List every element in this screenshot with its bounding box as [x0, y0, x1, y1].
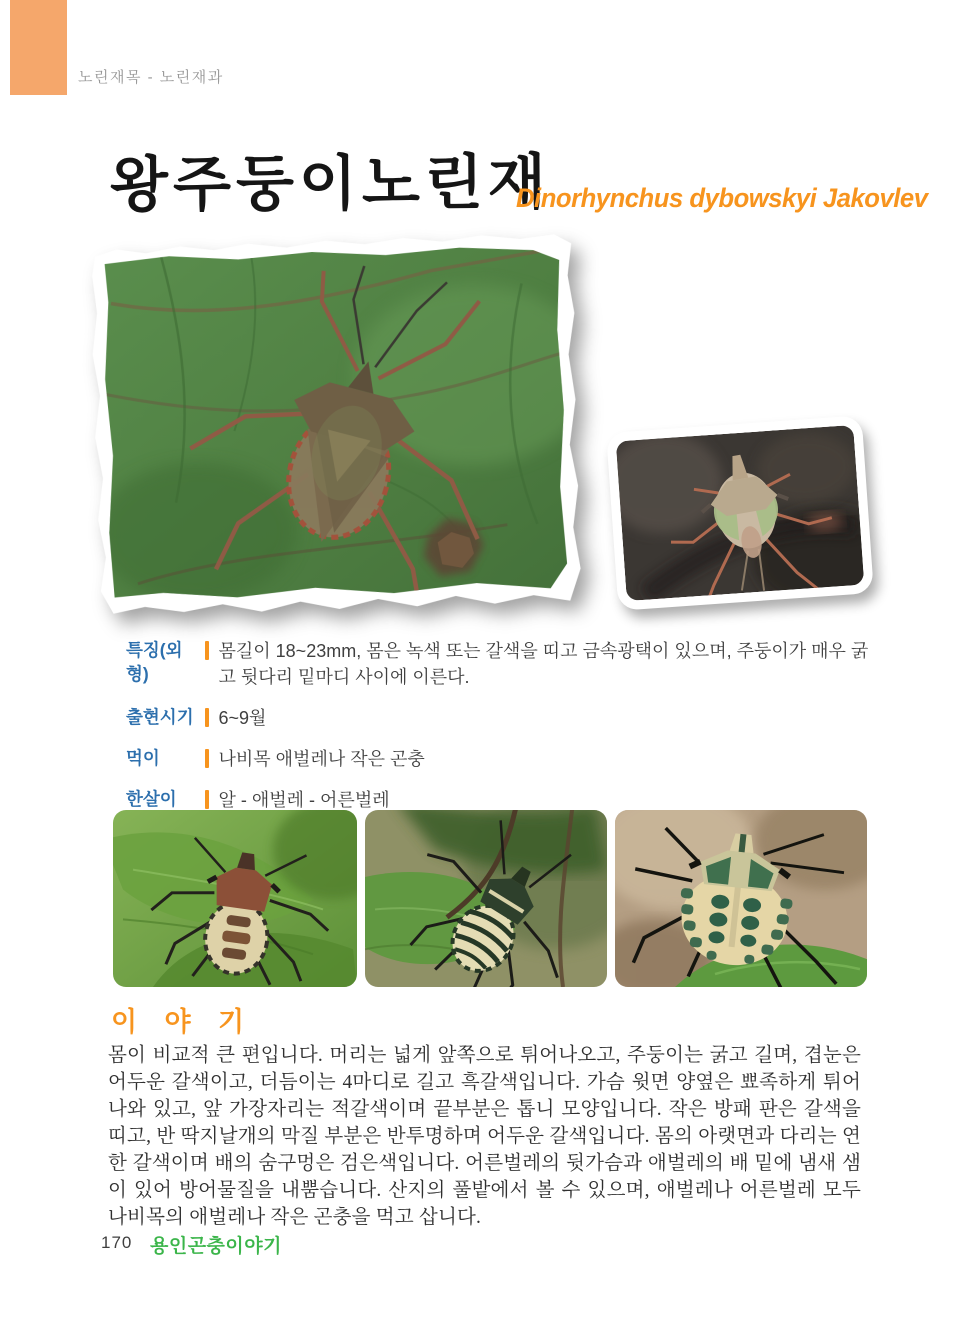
species-info-list [126, 638, 878, 828]
adult-bug-on-leaf-illustration [100, 242, 569, 602]
info-label: 출현시기 [126, 707, 194, 727]
nymph-photo-3 [615, 810, 867, 987]
info-label: 한살이 [126, 789, 177, 809]
main-photo-paper [87, 230, 582, 618]
species-title-korean: 왕주둥이노린재 [109, 147, 552, 221]
info-row-season [126, 705, 878, 731]
page-number: 170 [101, 1233, 133, 1252]
main-photo-frame [87, 230, 582, 618]
info-label: 먹이 [126, 748, 160, 768]
nymph-photo-2 [365, 810, 607, 987]
page-corner-square [10, 0, 67, 95]
info-value: 몸길이 18~23mm, 몸은 녹색 또는 갈색을 띠고 금속광택이 있으며, 주둥이가 매우 굵고 뒷다리 밑마디 사이에 이른다. [218, 641, 869, 687]
info-value: 나비목 애벌레나 작은 곤충 [218, 749, 425, 769]
side-photo [616, 425, 865, 601]
info-value: 6~9월 [218, 708, 267, 728]
large-nymph-illustration [615, 810, 867, 987]
species-title-scientific: Dinorhynchus dybowskyi Jakovlev [516, 183, 928, 213]
book-logo: 용인곤충이야기 [150, 1235, 282, 1257]
separator-bar [205, 641, 209, 660]
striped-nymph-illustration [365, 810, 607, 987]
side-photo-frame [606, 415, 874, 610]
info-value: 알 - 애벌레 - 어른벌레 [218, 790, 390, 810]
info-row-features [126, 638, 878, 690]
nymph-photo-strip [113, 810, 867, 987]
info-label: 특징(외형) [126, 640, 183, 684]
story-paragraph: 몸이 비교적 큰 편입니다. 머리는 넓게 앞쪽으로 튀어나오고, 주둥이는 굵고 길며, 겹눈은 어두운 갈색이고, 더듬이는 4마디로 길고 흑갈색입니다. 가슴 윗면 양옆은 뾰족하게 튀어나와 있고, 앞 가장자리는 적갈색이며 끝부분은 톱니 모양입니다. 작은 방패 판은 갈색을 띠고, 반 딱지날개의 막질 부분은 반투명하며 어두운 갈색입니다. 몸의 아랫면과 다리는 연한 갈색이며 배의 숨구멍은 검은색입니다. 어른벌레의 뒷가슴과 애벌레의 배 밑에 냄새 샘이 있어 방어물질을 내뿜습니다. 산지의 풀밭에서 볼 수 있으며, 애벌레나 어른벌레 모두 나비목의 애벌레나 작은 곤충을 먹고 삽니다. [108, 1045, 861, 1228]
main-photo [100, 242, 569, 602]
separator-bar [205, 708, 209, 727]
nymph-photo-1 [113, 810, 357, 987]
info-row-food [126, 746, 878, 772]
adult-bug-on-branch-illustration [616, 425, 865, 601]
separator-bar [205, 790, 209, 809]
nymph-on-leaves-illustration [113, 810, 357, 987]
taxonomy-breadcrumb: 노린재목 - 노린재과 [78, 69, 224, 86]
separator-bar [205, 749, 209, 768]
story-heading: 이 야 기 [111, 1007, 254, 1038]
